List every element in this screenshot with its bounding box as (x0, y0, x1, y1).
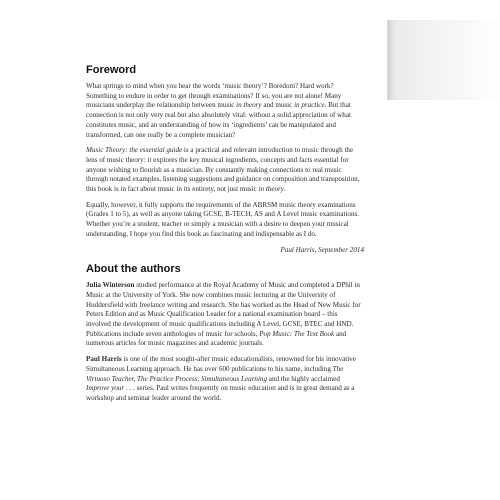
text-run: is a practical and relevant introduction to music through the lens of music theory: it explores the key musical ingredients, concepts and facts essential for anyone wishing to flourish as a musician. By constantly making connections to real music through notated examples, listening suggestions and guidance on composition and transposition, this book is in fact about music in its entirety, not just music (86, 146, 360, 194)
book-title: Pop Music: The Text Book (259, 329, 335, 338)
page-content (86, 56, 364, 410)
italic-run: in theory (258, 185, 284, 194)
author-name: Julia Winterson (86, 281, 135, 290)
text-run: series. Paul writes frequently on music education and is in great demand as a workshop and seminar leader around the world. (86, 384, 355, 402)
foreword-paragraph-2 (86, 146, 364, 195)
author-bio-winterson (86, 281, 364, 349)
foreword-heading: Foreword (86, 64, 137, 76)
author-name: Paul Harris (86, 355, 122, 364)
book-title: Improve your . . . (86, 384, 135, 393)
foreword-paragraph-3: Equally, however, it fully supports the requirements of the ABRSM music theory examinations (Grades 1 to 5), as well as anyone taking GCSE, B-TECH, AS and A Level music examinations. Whether you’re a student, teacher or simply a musician with a desire to deepen your musical understanding, I hope you find this book as fascinating and indispensable as I do. (86, 200, 360, 238)
book-title: Music Theory: the essential guide (86, 146, 183, 155)
foreword-signature: Paul Harris, September 2014 (280, 245, 364, 254)
page-edge-tab (387, 20, 500, 100)
text-run: and the highly acclaimed (267, 374, 340, 383)
text-run: and numerous articles for music magazines and academic journals. (86, 329, 347, 348)
italic-run: in theory (236, 101, 262, 110)
italic-run: in practice (294, 101, 325, 110)
text-run: and music (261, 101, 295, 110)
book-title: The Virtuoso Teacher, The Practice Process, Simultaneous Learning (86, 364, 344, 383)
text-run: . But that connection is not only very real but also absolutely vital: without a solid appreciation of what constitutes music, and an understanding of how its ‘ingredients’ can be manipulated and transformed, can one really be a complete musician? (86, 101, 351, 139)
text-run: What springs to mind when you hear the words ‘music theory’? Boredom? Hard work? Something to endure in order to get through examinations? If so, you are not alone! Many musicians underplay the relationship between music (86, 82, 342, 110)
text-run: is one of the most sought-after music educationalists, renowned for his innovative Simultaneous Learning approach. He has over 600 publications to his name, including (86, 355, 356, 373)
text-run: . (283, 185, 286, 194)
author-bio-harris (86, 355, 364, 404)
foreword-paragraph-1 (86, 82, 364, 140)
text-run: studied performance at the Royal Academy of Music and completed a DPhil in Music at the University of York. She now combines music lecturing at the University of Huddersfield with freelance writing and research. She has worked as the Head of New Music for Peters Edition and as Music Qualification Leader for a national examination board – this involved the development of music qualifications including A Level, GCSE, BTEC and HND. Publications include seven anthologies of music for schools, (86, 281, 361, 338)
authors-heading: About the authors (86, 263, 181, 276)
